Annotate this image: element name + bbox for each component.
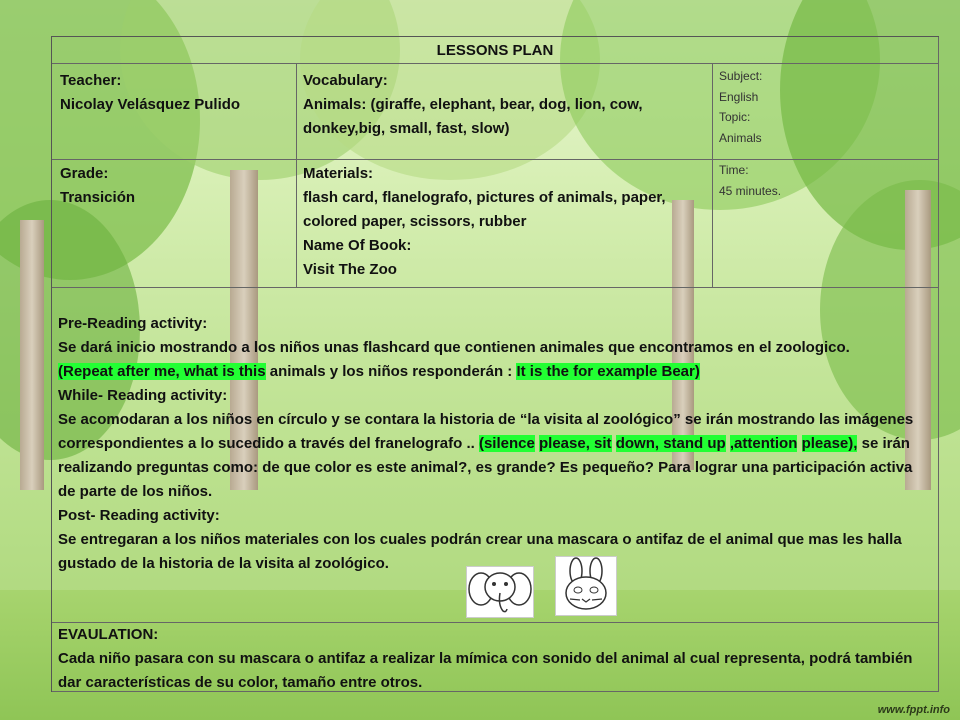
highlight-phrase: (silence bbox=[478, 435, 535, 452]
book-value: Visit The Zoo bbox=[303, 261, 397, 278]
teacher-cell bbox=[52, 64, 297, 160]
evaluation-text: Cada niño pasara con su mascara o antifaz a realizar la mímica con sonido del animal al cual representa, podrá también dar características de su color, tamaño entre otros. bbox=[58, 650, 913, 691]
pre-reading-label: Pre-Reading activity: bbox=[58, 315, 208, 332]
subject-label: Subject: bbox=[719, 69, 763, 83]
book-label: Name Of Book: bbox=[303, 237, 412, 254]
while-reading-label: While- Reading activity: bbox=[58, 387, 228, 404]
highlight-phrase: please, sit bbox=[539, 435, 612, 452]
post-reading-text: Se entregaran a los niños materiales con los cuales podrán crear una mascara o antifaz de el animal que mas les halla gustado de la historia de la visita al zoológico. bbox=[58, 531, 902, 572]
table-title: LESSONS PLAN bbox=[52, 37, 939, 64]
subject-cell bbox=[713, 64, 939, 160]
teacher-label: Teacher: bbox=[60, 72, 122, 89]
pre-reading-line: Se dará inicio mostrando a los niños unas flashcard que contienen animales que encontramos en el zoologico. bbox=[58, 339, 850, 356]
lesson-plan-table bbox=[51, 36, 939, 692]
activities-cell bbox=[52, 288, 939, 623]
highlight-phrase: down, stand up bbox=[615, 435, 726, 452]
materials-label: Materials: bbox=[303, 165, 374, 182]
teacher-name: Nicolay Velásquez Pulido bbox=[60, 96, 241, 113]
topic-value: Animals bbox=[719, 130, 762, 145]
vocabulary-label: Vocabulary: bbox=[303, 72, 388, 89]
topic-label: Topic: bbox=[719, 110, 751, 124]
watermark: www.fppt.info bbox=[877, 704, 950, 716]
vocabulary-text: Animals: (giraffe, elephant, bear, dog, lion, cow, donkey,big, small, fast, slow) bbox=[303, 96, 643, 137]
materials-text: flash card, flanelografo, pictures of animals, paper, colored paper, scissors, rubber bbox=[303, 189, 666, 230]
while-reading-text: Se acomodaran a los niños en círculo y se contara la historia de “la visita al zoológico” se irán mostrando las imágenes correspondientes a lo sucedido a través del franelografo .. (silence please, sit down, stand up ,attention please), se irán realizando preguntas como: de que color es este animal?, es grande? Es pequeño? Para lograr una participación activa de parte de los niños. bbox=[58, 411, 914, 500]
grade-label: Grade: bbox=[60, 165, 109, 182]
time-value: 45 minutes. bbox=[719, 183, 782, 198]
highlight-phrase: It is the for example Bear) bbox=[516, 363, 700, 380]
vocabulary-cell bbox=[297, 64, 713, 160]
highlight-phrase: (Repeat after me, what is this bbox=[58, 363, 266, 380]
subject-value: English bbox=[719, 89, 759, 104]
time-label: Time: bbox=[719, 163, 749, 177]
time-cell bbox=[713, 160, 939, 288]
post-reading-label: Post- Reading activity: bbox=[58, 507, 220, 524]
evaluation-cell bbox=[52, 623, 939, 692]
pre-reading-detail: (Repeat after me, what is this animals y los niños responderán : It is the for example Bear) bbox=[58, 363, 700, 380]
grade-cell bbox=[52, 160, 297, 288]
highlight-phrase: please), bbox=[801, 435, 858, 452]
highlight-phrase: ,attention bbox=[729, 435, 798, 452]
elephant-mask-icon bbox=[466, 566, 534, 618]
evaluation-label: EVAULATION: bbox=[58, 626, 159, 643]
materials-cell bbox=[297, 160, 713, 288]
rabbit-mask-icon bbox=[555, 556, 617, 616]
grade-value: Transición bbox=[60, 189, 136, 206]
